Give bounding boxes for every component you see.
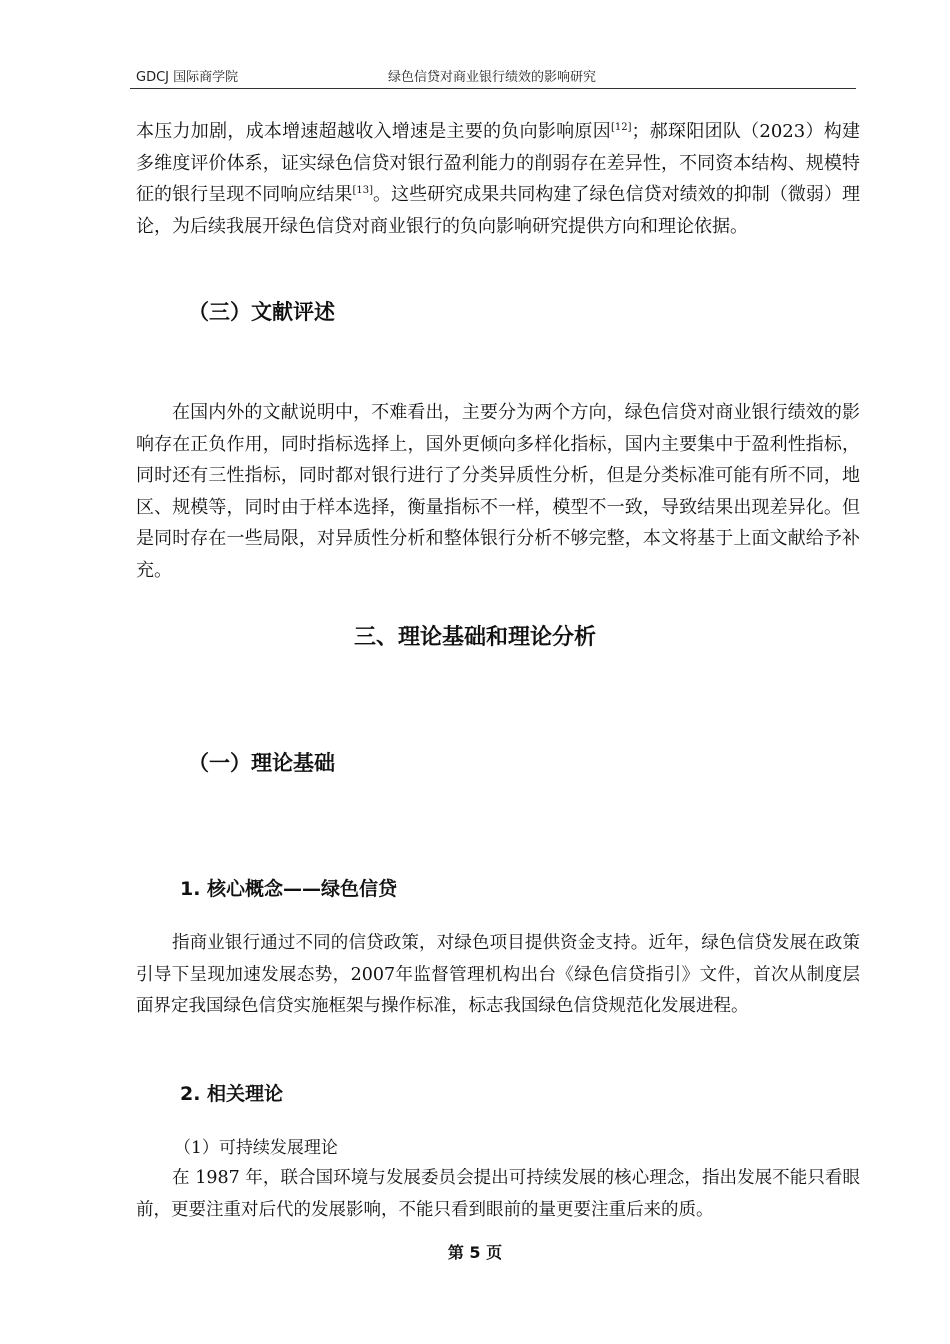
heading-theory-basis: （一）理论基础 <box>188 751 335 775</box>
para1-text-a: 本压力加剧，成本增速超越收入增速是主要的负向影响原因 <box>136 121 611 142</box>
item-sustainable-development: （1）可持续发展理论 <box>174 1138 338 1158</box>
citation-13: [13] <box>352 185 373 196</box>
paragraph-sustainable-development: 在 1987 年，联合国环境与发展委员会提出可持续发展的核心理念，指出发展不能只看眼前，更要注重对后代的发展影响，不能只看到眼前的量更要注重后来的质。 <box>136 1168 860 1220</box>
page-number: 第 5 页 <box>447 1243 503 1262</box>
paragraph-literature-review: 在国内外的文献说明中，不难看出，主要分为两个方向，绿色信贷对商业银行绩效的影响存在正负作用，同时指标选择上，国外更倾向多样化指标，国内主要集中于盈利性指标，同时还有三性指标，同时都对银行进行了分类异质性分析，但是分类标准可能有所不同，地区、规模等，同时由于样本选择，衡量指标不一样，模型不一致，导致结果出现差异化。但是同时存在一些局限，对异质性分析和整体银行分析不够完整，本文将基于上面文献给予补充。 <box>136 402 860 581</box>
paragraph-green-credit-definition: 指商业银行通过不同的信贷政策，对绿色项目提供资金支持。近年，绿色信贷发展在政策引导下呈现加速发展态势，2007年监督管理机构出台《绿色信贷指引》文件，首次从制度层面界定我国绿色信贷实施框架与操作标准，标志我国绿色信贷规范化发展进程。 <box>136 933 860 1016</box>
heading-literature-review: （三）文献评述 <box>188 300 335 324</box>
page-header <box>130 64 856 89</box>
header-school: GDCJ 国际商学院 <box>136 70 239 85</box>
citation-12: [12] <box>610 122 632 133</box>
para1-text-b: ；郝琛阳团队（2023）构建多维度评价体系，证实绿色信贷对银行盈利能力的削弱存在差异性，不同资本结构、规模特征的银行呈现不同响应结果 <box>136 121 861 205</box>
heading-related-theory: 2. 相关理论 <box>180 1083 284 1105</box>
paragraph-negative-impact <box>136 116 860 242</box>
header-title: 绿色信贷对商业银行绩效的影响研究 <box>388 70 597 85</box>
heading-core-concept: 1. 核心概念——绿色信贷 <box>180 878 398 900</box>
chapter-heading: 三、理论基础和理论分析 <box>353 625 596 650</box>
para1-text-c: 。这些研究成果共同构建了绿色信贷对绩效的抑制（微弱）理论，为后续我展开绿色信贷对商业银行的负向影响研究提供方向和理论依据。 <box>136 184 860 237</box>
